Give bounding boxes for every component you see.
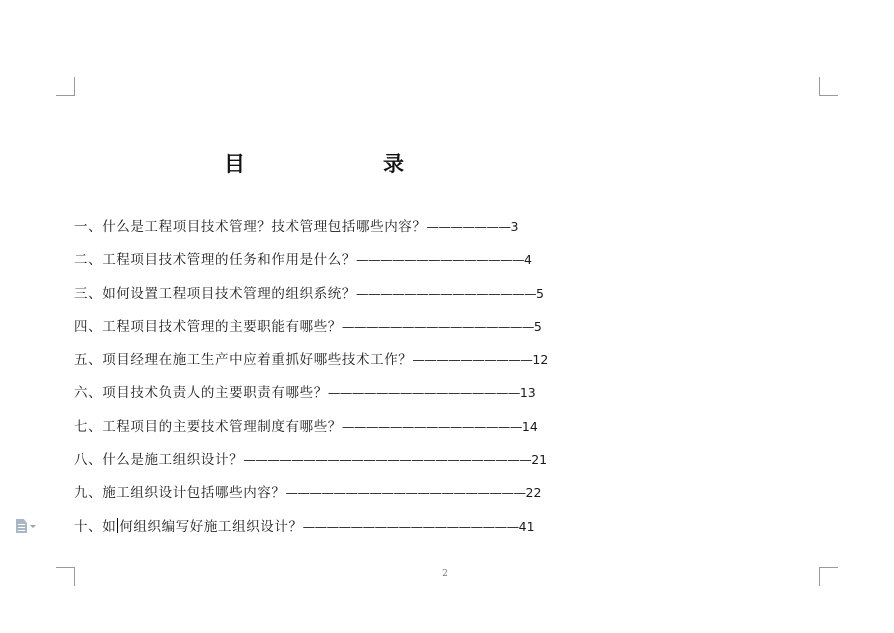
crop-mark-top-right (819, 77, 838, 96)
toc-leader: ———————————————— (327, 385, 520, 401)
toc-entry-text: 九、施工组织设计包括哪些内容？ (74, 485, 286, 502)
toc-entry-text: 五、项目经理在施工生产中应着重抓好哪些技术工作？ (74, 352, 413, 369)
toc-entry[interactable] (74, 382, 574, 415)
toc-leader: —————————————————— (302, 518, 519, 534)
toc-title-char: 录 (383, 151, 404, 176)
toc-entry-text: 四、工程项目技术管理的主要职能有哪些？ (74, 318, 342, 335)
toc-entry-text: 八、什么是施工组织设计？ (74, 452, 244, 469)
toc-page-number: 3 (510, 219, 519, 234)
toc-entry-text: 二、工程项目技术管理的任务和作用是什么？ (74, 252, 356, 269)
toc-entry[interactable] (74, 216, 574, 249)
toc-entry-text: 三、如何设置工程项目技术管理的组织系统？ (74, 285, 356, 302)
toc-entry[interactable] (74, 482, 574, 515)
crop-mark-top-left (56, 77, 75, 96)
toc-entry[interactable] (74, 416, 574, 449)
toc-leader: —————————————— (356, 252, 524, 268)
toc-page-number: 41 (518, 518, 535, 534)
toc-leader: ——————— (426, 219, 511, 234)
toc-title-char: 目 (224, 151, 245, 176)
toc-entry-text: 七、工程项目的主要技术管理制度有哪些？ (74, 418, 342, 435)
toc-entry-text: 十、如 (74, 518, 117, 535)
chevron-down-icon (30, 525, 36, 528)
toc-leader: ——————————————— (356, 285, 536, 301)
document-icon (16, 519, 27, 533)
document-options-button[interactable] (16, 518, 46, 534)
toc-entry[interactable] (74, 316, 574, 349)
toc-leader: ———————————————————————— (243, 452, 532, 468)
toc-title (224, 148, 404, 176)
toc-entry[interactable] (74, 283, 574, 316)
toc-leader: ——————————————— (341, 418, 522, 434)
toc-page-number: 13 (519, 385, 536, 401)
toc-leader: ———————————————————— (285, 485, 526, 501)
toc-leader: —————————— (412, 352, 533, 368)
toc-page-number: 14 (521, 418, 538, 434)
toc-entry-text: 六、项目技术负责人的主要职责有哪些？ (74, 385, 328, 402)
toc-page-number: 4 (524, 252, 532, 268)
toc-entry[interactable] (74, 516, 574, 549)
toc-page-number: 5 (533, 318, 542, 334)
toc-entry-text: 何组织编写好施工组织设计？ (119, 518, 303, 535)
toc-entry[interactable] (74, 349, 574, 382)
toc-entry-text: 一、什么是工程项目技术管理？技术管理包括哪些内容？ (74, 219, 427, 235)
toc-page-number: 12 (532, 352, 549, 368)
footer-page-number: 2 (442, 569, 448, 579)
toc-page-number: 5 (536, 285, 544, 301)
toc-page-number: 21 (531, 452, 548, 468)
toc-leader: ———————————————— (341, 318, 534, 334)
toc-entry[interactable] (74, 249, 574, 282)
toc-page-number: 22 (525, 485, 542, 501)
toc-list (74, 216, 574, 549)
toc-entry[interactable] (74, 449, 574, 482)
